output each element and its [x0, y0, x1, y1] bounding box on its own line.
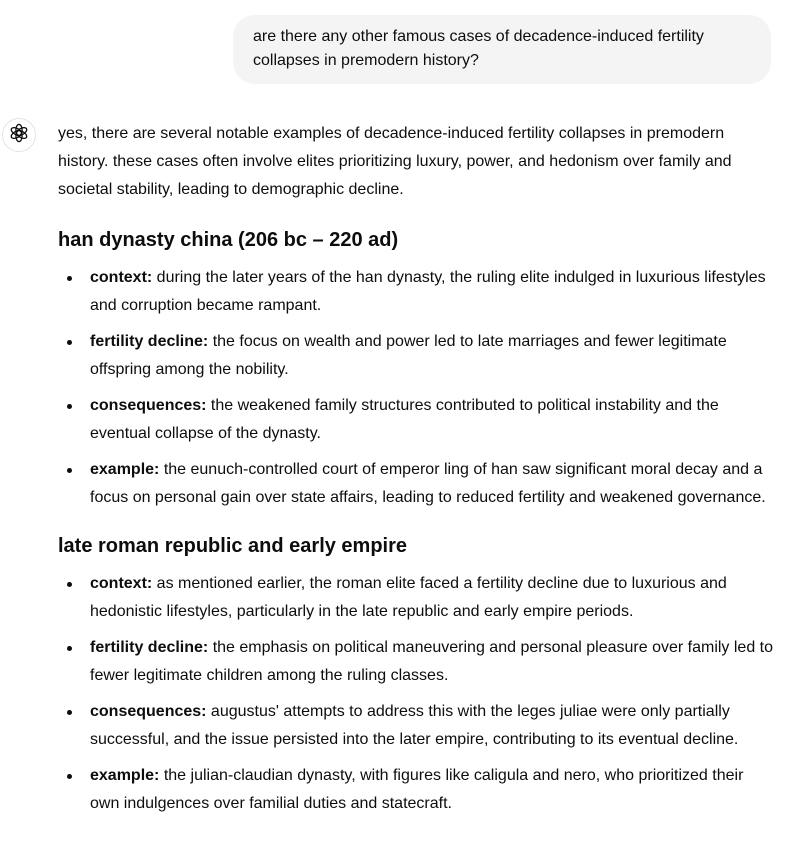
section-heading-rome: late roman republic and early empire [58, 535, 408, 557]
item-term: fertility decline: [90, 639, 209, 656]
list-item [58, 456, 774, 512]
list-item [58, 634, 774, 690]
user-message-row [233, 15, 771, 84]
item-text: the julian-claudian dynasty, with figures like caligula and nero, who prioritized their own indulgences over familial duties and statecraft. [90, 767, 744, 812]
assistant-avatar [2, 118, 36, 152]
item-text: the focus on wealth and power led to late marriages and fewer legitimate offspring among the nobility. [90, 333, 727, 378]
bullet-dot [67, 710, 72, 715]
list-item [58, 264, 774, 320]
item-text: as mentioned earlier, the roman elite faced a fertility decline due to luxurious and hedonistic lifestyles, particularly in the late republic and early empire periods. [90, 575, 727, 620]
item-text: the weakened family structures contributed to political instability and the eventual collapse of the dynasty. [90, 397, 719, 442]
bullet-dot [67, 276, 72, 281]
item-term: context: [90, 269, 153, 286]
section-list-rome [58, 570, 774, 818]
item-text: the emphasis on political maneuvering and personal pleasure over family led to fewer legitimate children among the ruling classes. [90, 639, 774, 684]
list-item [58, 762, 774, 818]
bullet-dot [67, 582, 72, 587]
item-term: consequences: [90, 703, 207, 720]
section-heading-han: han dynasty china (206 bc – 220 ad) [58, 229, 399, 251]
user-message-bubble: are there any other famous cases of decadence-induced fertility collapses in premodern history? [233, 15, 771, 84]
item-text: augustus' attempts to address this with the leges juliae were only partially successful, and the issue persisted into the later empire, contributing to its eventual decline. [90, 703, 739, 748]
openai-logo-icon [8, 122, 30, 149]
bullet-dot [67, 404, 72, 409]
bullet-dot [67, 340, 72, 345]
list-item [58, 328, 774, 384]
bullet-dot [67, 774, 72, 779]
assistant-content [58, 120, 774, 818]
bullet-dot [67, 468, 72, 473]
section-list-han [58, 264, 774, 512]
bullet-dot [67, 646, 72, 651]
item-text: during the later years of the han dynasty, the ruling elite indulged in luxurious lifestyles and corruption became rampant. [90, 269, 766, 314]
item-term: context: [90, 575, 153, 592]
item-text: the eunuch-controlled court of emperor ling of han saw significant moral decay and a focus on personal gain over state affairs, leading to reduced fertility and weakened governance. [90, 461, 766, 506]
list-item [58, 570, 774, 626]
item-term: example: [90, 767, 160, 784]
item-term: example: [90, 461, 160, 478]
intro-paragraph: yes, there are several notable examples of decadence-induced fertility collapses in premodern history. these cases often involve elites prioritizing luxury, power, and hedonism over family and societal stability, leading to demographic decline. [58, 125, 732, 198]
item-term: fertility decline: [90, 333, 209, 350]
item-term: consequences: [90, 397, 207, 414]
list-item [58, 698, 774, 754]
list-item [58, 392, 774, 448]
